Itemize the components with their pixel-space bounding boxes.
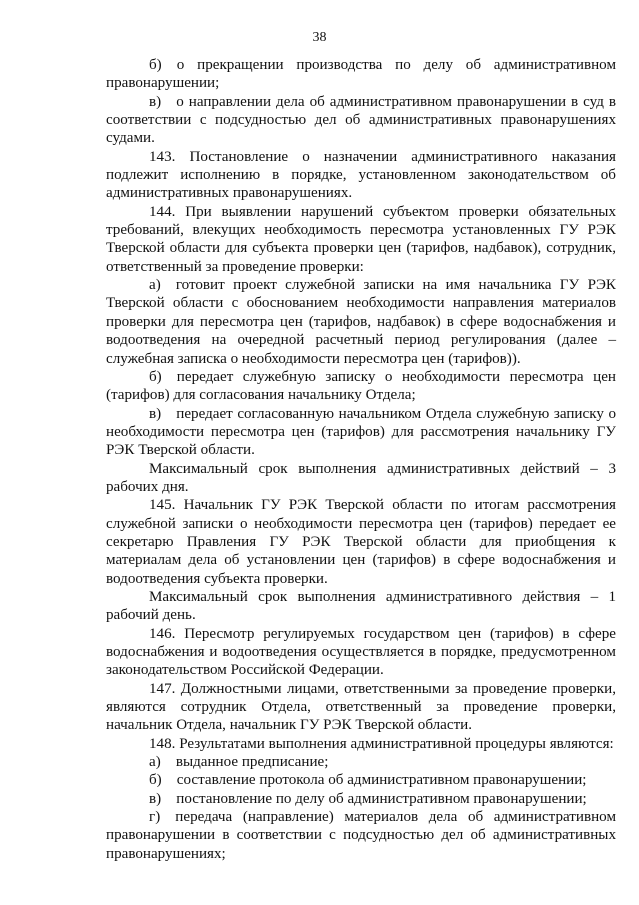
paragraph-144-a: а) готовит проект служебной записки на имя начальника ГУ РЭК Тверской области с обоснованием необходимости направления материалов проверки для пересмотра цен (тарифов, надбавок) в сфере водоснабжения и водоотведения на очередной расчетный период регулирования (далее – служебная записка о необходимости пересмотра цен (тарифов)). bbox=[106, 277, 616, 367]
paragraph-143: 143. Постановление о назначении административного наказания подлежит исполнению в порядке, установленном законодательством об административных правонарушениях. bbox=[106, 148, 616, 202]
page-number: 38 bbox=[312, 30, 327, 45]
paragraph-b-termination: б) о прекращении производства по делу об административном правонарушении; bbox=[106, 57, 616, 92]
paragraph-148-a: а) выданное предписание; bbox=[149, 754, 329, 771]
document-body bbox=[106, 56, 616, 863]
paragraph-max-term-3-days: Максимальный срок выполнения административных действий – 3 рабочих дня. bbox=[106, 460, 616, 495]
paragraph-148-g: г) передача (направление) материалов дела об административном правонарушении в соответствии с подсудностью дел об административных правонарушениях; bbox=[106, 809, 616, 862]
paragraph-145: 145. Начальник ГУ РЭК Тверской области по итогам рассмотрения служебной записки о необходимости пересмотра цен (тарифов) передает ее секретарю Правления ГУ РЭК Тверской области для приобщения к материалам дела об установлении цен (тарифов) в сфере водоснабжения и водоотведения субъекта проверки. bbox=[106, 497, 616, 587]
paragraph-146: 146. Пересмотр регулируемых государством цен (тарифов) в сфере водоснабжения и водоотведения осуществляется в порядке, предусмотренном законодательством Российской Федерации. bbox=[106, 625, 616, 679]
paragraph-147: 147. Должностными лицами, ответственными за проведение проверки, являются сотрудник Отдела, ответственный за проведение проверки, начальник Отдела, начальник ГУ РЭК Тверской области. bbox=[106, 680, 616, 734]
paragraph-144-b: б) передает служебную записку о необходимости пересмотра цен (тарифов) для согласования начальнику Отдела; bbox=[106, 368, 616, 404]
paragraph-148: 148. Результатами выполнения административной процедуры являются: bbox=[149, 735, 614, 752]
paragraph-144: 144. При выявлении нарушений субъектом проверки обязательных требований, влекущих необходимость пересмотра установленных ГУ РЭК Тверской области для субъекта проверки цен (тарифов, надбавок), сотрудник, ответственный за проведение проверки: bbox=[106, 203, 616, 275]
paragraph-148-b: б) составление протокола об административном правонарушении; bbox=[149, 772, 587, 789]
paragraph-144-v: в) передает согласованную начальником Отдела служебную записку о необходимости пересмотра цен (тарифов) для рассмотрения начальнику ГУ РЭК Тверской области. bbox=[106, 405, 616, 459]
paragraph-v-court-referral: в) о направлении дела об административном правонарушении в суд в соответствии с подсудностью дел об административных правонарушениях судами. bbox=[106, 93, 616, 147]
paragraph-max-term-1-day: Максимальный срок выполнения административного действия – 1 рабочий день. bbox=[106, 588, 616, 624]
paragraph-148-v: в) постановление по делу об административном правонарушении; bbox=[149, 790, 587, 807]
